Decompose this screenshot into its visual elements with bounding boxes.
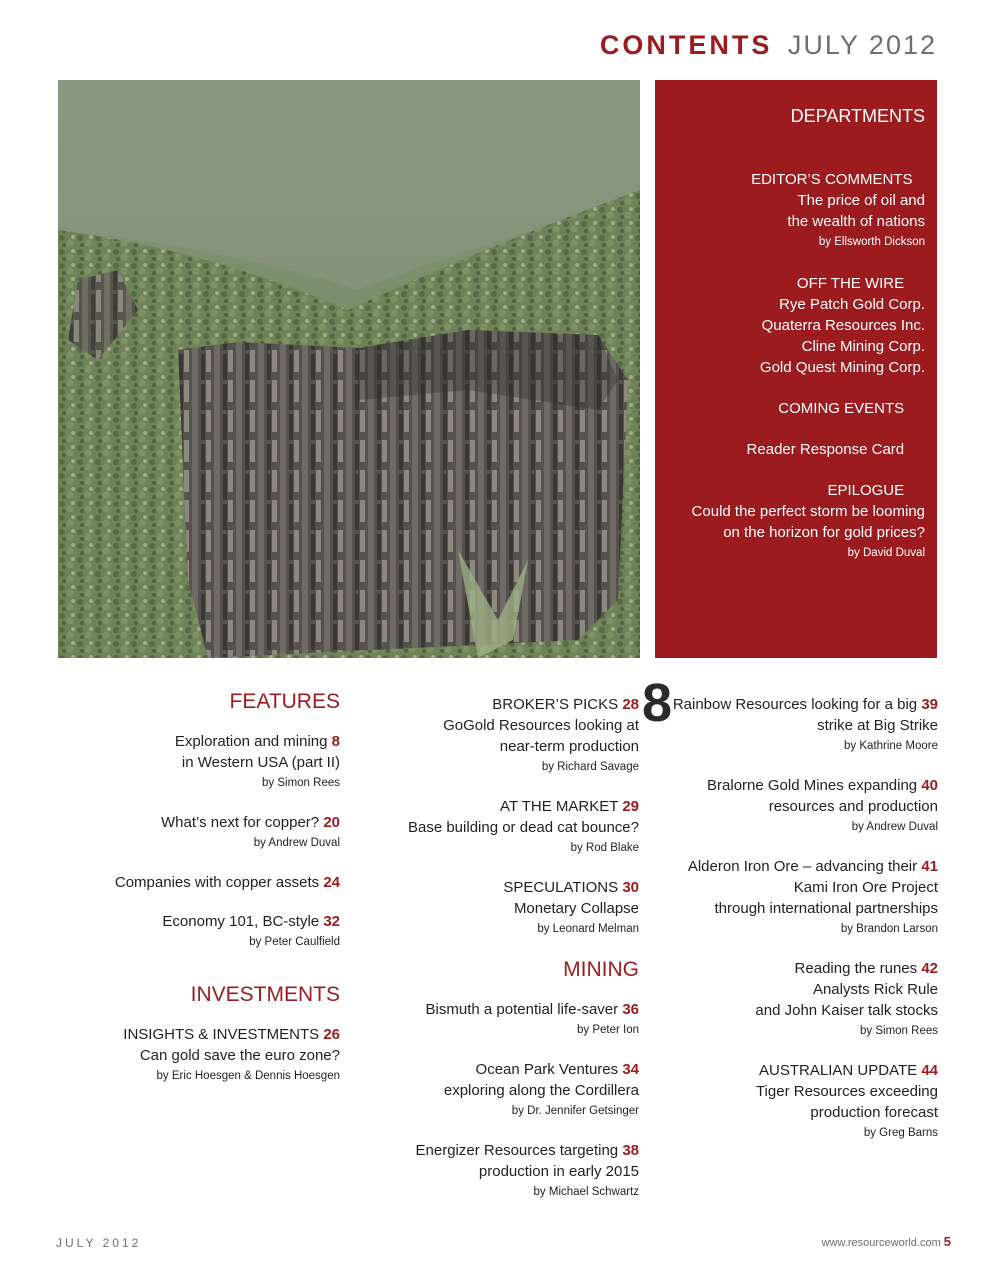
entry-title: Reader Response Card [746, 441, 905, 458]
page-number: 51 [908, 441, 925, 458]
item-title: Reading the runes [794, 960, 918, 977]
entry-line: Quaterra Resources Inc. [761, 317, 925, 334]
byline: by Dr. Jennifer Getsinger [511, 1105, 639, 1117]
folio-page-number: 5 [943, 1234, 951, 1249]
page-number: 51 [908, 400, 925, 417]
department-entry[interactable] [665, 169, 925, 253]
byline: by Andrew Duval [851, 821, 938, 833]
item-title: Economy 101, BC-style [162, 913, 320, 930]
toc-item[interactable] [90, 731, 340, 794]
item-line: GoGold Resources looking at [443, 717, 639, 734]
department-entry[interactable] [665, 480, 925, 564]
item-line: Analysts Rick Rule [812, 981, 938, 998]
entry-line: on the horizon for gold prices? [723, 524, 925, 541]
item-title: Bralorne Gold Mines expanding [707, 777, 918, 794]
mining-heading: MINING [563, 958, 639, 981]
page-number: 8 [331, 733, 340, 750]
item-line: and John Kaiser talk stocks [755, 1002, 938, 1019]
byline: by Leonard Melman [537, 923, 639, 935]
features-heading: FEATURES [229, 690, 340, 713]
byline: by David Duval [847, 547, 925, 559]
byline: by Richard Savage [541, 761, 639, 773]
item-title: AUSTRALIAN UPDATE [759, 1062, 918, 1079]
investments-heading: INVESTMENTS [190, 983, 340, 1006]
page-number: 7 [916, 171, 925, 188]
page-number: 24 [323, 874, 340, 891]
byline: by Eric Hoesgen & Dennis Hoesgen [156, 1070, 340, 1082]
item-title: INSIGHTS & INVESTMENTS [123, 1026, 320, 1043]
page-number: 38 [622, 1142, 639, 1159]
entry-title: OFF THE WIRE [796, 275, 905, 292]
toc-item[interactable] [658, 694, 938, 757]
toc-item[interactable] [380, 1059, 639, 1122]
byline: by Peter Ion [576, 1024, 639, 1036]
item-line: through international partnerships [714, 900, 938, 917]
item-title: BROKER’S PICKS [492, 696, 619, 713]
item-title: Ocean Park Ventures [475, 1061, 619, 1078]
byline: by Michael Schwartz [533, 1186, 639, 1198]
page-number: 40 [921, 777, 938, 794]
page-number: 54 [908, 482, 925, 499]
entry-line: the wealth of nations [787, 213, 925, 230]
entry-title: EDITOR’S COMMENTS [751, 171, 913, 188]
item-title: SPECULATIONS [503, 879, 619, 896]
page-number: 44 [921, 1062, 938, 1079]
page-number: 34 [622, 1061, 639, 1078]
contents-title: CONTENTS [599, 30, 773, 60]
page-title [600, 30, 937, 61]
item-line: resources and production [768, 798, 938, 815]
departments-panel [655, 80, 937, 658]
item-line: exploring along the Cordillera [443, 1082, 639, 1099]
entry-title: EPILOGUE [827, 482, 905, 499]
toc-item[interactable] [380, 796, 639, 859]
page-number: 29 [622, 798, 639, 815]
toc-item[interactable] [90, 1024, 340, 1087]
item-title: Companies with copper assets [114, 874, 320, 891]
byline: by Simon Rees [860, 1025, 938, 1037]
item-line: Base building or dead cat bounce? [407, 819, 639, 836]
toc-item[interactable] [380, 1140, 639, 1203]
byline: by Simon Rees [262, 777, 340, 789]
toc-item[interactable] [90, 872, 340, 893]
department-entry[interactable] [665, 398, 925, 419]
mining-articles-column [658, 694, 938, 1162]
toc-item[interactable] [658, 1060, 938, 1144]
entry-line: Rye Patch Gold Corp. [779, 296, 925, 313]
item-title: Rainbow Resources looking for a big [672, 696, 918, 713]
item-title: Energizer Resources targeting [415, 1142, 619, 1159]
issue-date: JULY 2012 [787, 30, 937, 60]
page-number: 41 [921, 858, 938, 875]
toc-item[interactable] [90, 812, 340, 854]
rock-outcrop-image [58, 80, 640, 658]
departments-heading: DEPARTMENTS [790, 106, 925, 126]
item-line: Tiger Resources exceeding [755, 1083, 938, 1100]
entry-line: The price of oil and [797, 192, 925, 209]
item-line: production forecast [810, 1104, 938, 1121]
page-number: 20 [323, 814, 340, 831]
photo-page-number: 8 [642, 673, 673, 733]
footer-issue-date: JULY 2012 [56, 1236, 142, 1250]
toc-item[interactable] [658, 775, 938, 838]
item-line: strike at Big Strike [817, 717, 938, 734]
page-number: 30 [622, 879, 639, 896]
item-title: Bismuth a potential life-saver [425, 1001, 619, 1018]
toc-item[interactable] [380, 694, 639, 778]
toc-item[interactable] [380, 999, 639, 1041]
item-line: production in early 2015 [478, 1163, 639, 1180]
item-line: Kami Iron Ore Project [793, 879, 938, 896]
item-title: AT THE MARKET [500, 798, 619, 815]
page-number: 28 [622, 696, 639, 713]
page-number: 45 [908, 275, 925, 292]
features-column [90, 690, 340, 1105]
byline: by Ellsworth Dickson [818, 236, 925, 248]
toc-item[interactable] [380, 877, 639, 940]
byline: by Rod Blake [570, 842, 639, 854]
byline: by Peter Caulfield [249, 936, 340, 948]
entry-line: Gold Quest Mining Corp. [759, 359, 925, 376]
website-link[interactable]: www.resourceworld.com [821, 1237, 941, 1249]
page-number: 26 [323, 1026, 340, 1043]
department-entry[interactable] [665, 273, 925, 378]
page-number: 42 [921, 960, 938, 977]
columns-column [380, 694, 639, 1221]
item-title: What’s next for copper? [161, 814, 320, 831]
item-line: near-term production [499, 738, 639, 755]
item-line: in Western USA (part II) [181, 754, 340, 771]
footer [822, 1234, 951, 1249]
page-number: 32 [323, 913, 340, 930]
item-line: Can gold save the euro zone? [139, 1047, 340, 1064]
entry-line: Cline Mining Corp. [801, 338, 925, 355]
toc-item[interactable] [90, 911, 340, 953]
toc-item[interactable] [658, 856, 938, 940]
byline: by Kathrine Moore [844, 740, 938, 752]
entry-title: COMING EVENTS [778, 400, 905, 417]
item-line: Monetary Collapse [513, 900, 639, 917]
department-entry[interactable] [665, 439, 925, 460]
page-number: 36 [622, 1001, 639, 1018]
page-number: 39 [921, 696, 938, 713]
toc-item[interactable] [658, 958, 938, 1042]
item-title: Alderon Iron Ore – advancing their [687, 858, 918, 875]
byline: by Brandon Larson [840, 923, 938, 935]
byline: by Andrew Duval [253, 837, 340, 849]
byline: by Greg Barns [863, 1127, 938, 1139]
item-title: Exploration and mining [174, 733, 328, 750]
entry-line: Could the perfect storm be looming [691, 503, 925, 520]
